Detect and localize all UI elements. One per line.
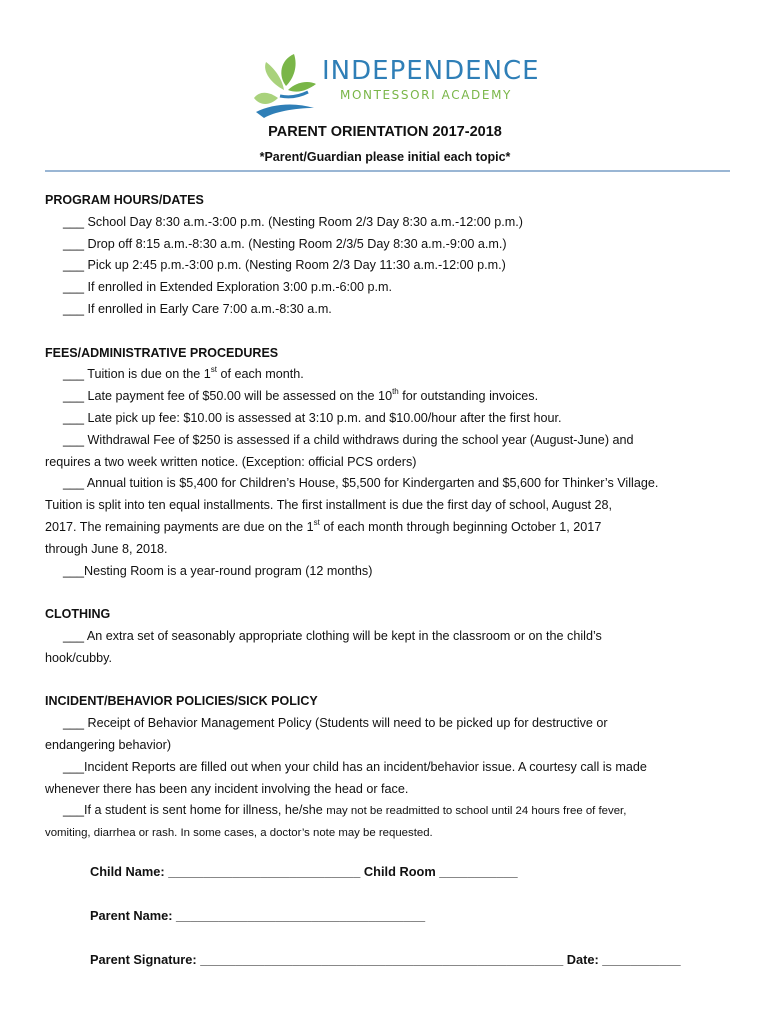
incident-reports-item: ___Incident Reports are filled out when your child has an incident/behavior issue. A courtesy call is made xyxy=(63,759,647,774)
clothing-heading: CLOTHING xyxy=(45,607,111,622)
annual-tuition-continued: through June 8, 2018. xyxy=(45,541,168,556)
late-pickup-fee-item: ___ Late pick up fee: $10.00 is assessed at 3:10 p.m. and $10.00/hour after the first hour. xyxy=(63,410,562,425)
page-title: PARENT ORIENTATION 2017-2018 xyxy=(268,124,502,140)
behavior-policy-continued: endangering behavior) xyxy=(45,737,172,752)
withdrawal-fee-continued: requires a two week written notice. (Exception: official PCS orders) xyxy=(45,454,417,469)
page-subtitle: *Parent/Guardian please initial each topic* xyxy=(259,150,511,164)
document-body xyxy=(45,190,735,845)
annual-tuition-item: ___ Annual tuition is $5,400 for Children’s House, $5,500 for Kindergarten and $5,600 for Thinker’s Village. xyxy=(63,476,659,491)
nesting-room-item: ___Nesting Room is a year-round program (12 months) xyxy=(63,563,373,578)
program-item: ___ School Day 8:30 a.m.-3:00 p.m. (Nesting Room 2/3 Day 8:30 a.m.-12:00 p.m.) xyxy=(63,214,523,229)
late-payment-item: ___ Late payment fee of $50.00 will be assessed on the 10th for outstanding invoices. xyxy=(63,387,539,404)
logo-name: INDEPENDENCE xyxy=(322,56,540,86)
program-item: ___ Drop off 8:15 a.m.-8:30 a.m. (Nesting Room 2/3/5 Day 8:30 a.m.-9:00 a.m.) xyxy=(63,236,507,251)
parent-signature-field[interactable]: Parent Signature: ___________________________________________________ Date: ___________ xyxy=(90,952,681,967)
incident-heading: INCIDENT/BEHAVIOR POLICIES/SICK POLICY xyxy=(45,694,318,709)
program-item: ___ If enrolled in Early Care 7:00 a.m.-8:30 a.m. xyxy=(63,301,332,316)
clothing-item: ___ An extra set of seasonably appropriate clothing will be kept in the classroom or on the child’s xyxy=(63,628,602,643)
withdrawal-fee-item: ___ Withdrawal Fee of $250 is assessed if a child withdraws during the school year (August-June) and xyxy=(63,432,634,447)
leaf-logo-icon xyxy=(250,50,320,120)
tuition-due-item: ___ Tuition is due on the 1st of each month. xyxy=(63,365,304,382)
program-item: ___ If enrolled in Extended Exploration 3:00 p.m.-6:00 p.m. xyxy=(63,280,393,295)
parent-name-field[interactable]: Parent Name: ___________________________________ xyxy=(90,908,426,923)
child-name-field[interactable]: Child Name: ___________________________ Child Room ___________ xyxy=(90,864,518,879)
program-heading: PROGRAM HOURS/DATES xyxy=(45,193,204,207)
incident-reports-continued: whenever there has been any incident involving the head or face. xyxy=(45,781,409,796)
clothing-item-continued: hook/cubby. xyxy=(45,650,112,665)
behavior-policy-item: ___ Receipt of Behavior Management Policy (Students will need to be picked up for destructive or xyxy=(63,716,608,731)
sick-policy-continued: vomiting, diarrhea or rash. In some cases, a doctor’s note may be requested. xyxy=(45,827,433,840)
annual-tuition-continued: Tuition is split into ten equal installments. The first installment is due the first day of school, August 28, xyxy=(45,498,613,513)
sick-policy-item: ___If a student is sent home for illness, he/she may not be readmitted to school until 24 hours free of fever, xyxy=(63,803,627,818)
school-logo xyxy=(250,50,540,120)
annual-tuition-continued: 2017. The remaining payments are due on the 1st of each month through beginning October 1, 2017 xyxy=(45,517,602,534)
header-divider xyxy=(45,170,730,172)
program-item: ___ Pick up 2:45 p.m.-3:00 p.m. (Nesting Room 2/3 Day 11:30 a.m.-12:00 p.m.) xyxy=(63,258,506,273)
logo-subname: MONTESSORI ACADEMY xyxy=(340,88,512,102)
fees-heading: FEES/ADMINISTRATIVE PROCEDURES xyxy=(45,345,279,360)
